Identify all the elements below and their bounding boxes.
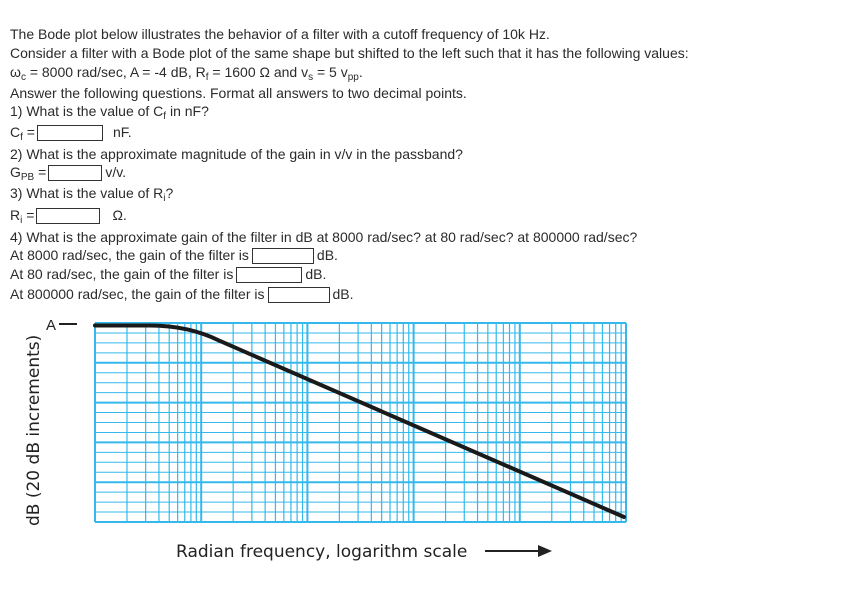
gain-800000-label: At 800000 rad/sec, the gain of the filter is (10, 286, 265, 302)
gain-8000-label: At 8000 rad/sec, the gain of the filter is (10, 247, 249, 263)
gpb-label: $G_{PB}$ = (10, 164, 47, 183)
intro-line-1: The Bode plot below illustrates the behavior of a filter with a cutoff frequency of 10k Hz. (10, 26, 550, 42)
gain-80-label: At 80 rad/sec, the gain of the filter is (10, 266, 234, 282)
intro-line-2: Consider a filter with a Bode plot of the same shape but shifted to the left such that it has the following values: (10, 45, 689, 61)
y-axis-label: dB (20 dB increments) (24, 334, 44, 526)
gain-8000-unit: dB. (316, 247, 338, 263)
gain-800000-unit: dB. (332, 286, 354, 302)
gpb-unit: v/v. (105, 164, 127, 180)
gain-80-unit: dB. (305, 266, 327, 282)
ri-unit: Ω. (112, 207, 127, 223)
question-3: 3) What is the value of $R_i$? (10, 185, 174, 204)
ri-label: $R_i$ = (10, 207, 35, 226)
intro-line-3: $\omega_c = 8000$ rad/sec, A = -4 dB, $R_f = 1600$ Ω and $v_s = 5$ $v_{pp}$. (10, 64, 363, 83)
grid-lines (95, 323, 626, 522)
x-axis-arrow-head-icon (538, 545, 552, 557)
a-level-label: A (46, 317, 57, 334)
cf-unit: nF. (112, 124, 132, 140)
question-2: 2) What is the approximate magnitude of the gain in v/v in the passband? (10, 146, 463, 162)
intro-line-4: Answer the following questions. Format all answers to two decimal points. (10, 85, 467, 101)
question-4: 4) What is the approximate gain of the filter in dB at 8000 rad/sec? at 80 rad/sec? at 800000 rad/sec? (10, 229, 638, 245)
cf-label: $C_f$ = (10, 124, 35, 143)
question-1: 1) What is the value of $C_f$ in nF? (10, 103, 209, 122)
x-axis-label: Radian frequency, logarithm scale (176, 542, 468, 562)
